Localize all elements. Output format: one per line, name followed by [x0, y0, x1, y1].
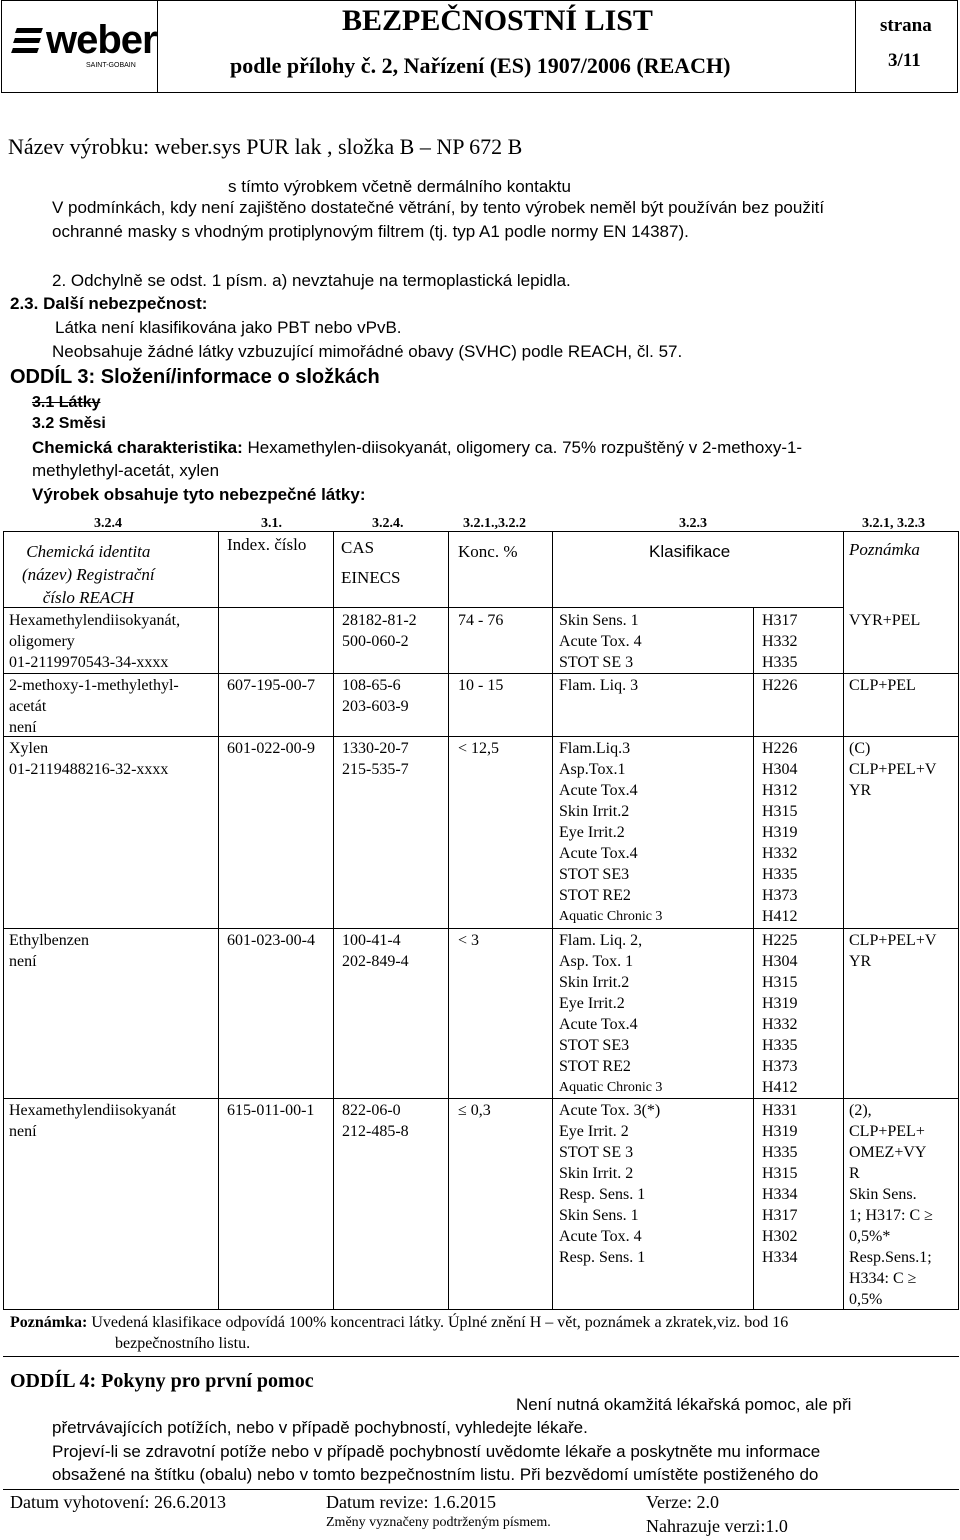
table-header-identity: Chemická identita (název) Registrační číslo REACH — [22, 542, 155, 607]
product-name: Název výrobku: weber.sys PUR lak , složka B – NP 672 B — [8, 134, 523, 159]
table-line — [753, 607, 754, 1309]
table-cell-identity: Hexamethylendiisokyanát není — [9, 1102, 177, 1140]
table-ref: 3.2.1, 3.2.3 — [862, 516, 925, 531]
intro-line: V podmínkách, kdy není zajištěno dostatečné větrání, by tento výrobek neměl být používán bez použití — [52, 198, 825, 217]
chemical-characteristic — [32, 437, 802, 458]
table-cell-identity: Hexamethylendiisokyanát, oligomery 01-2119970543-34-xxxx — [9, 612, 181, 671]
table-line — [958, 531, 959, 1309]
replaces-version: Nahrazuje verzi:1.0 — [646, 1516, 788, 1536]
table-header-cas: CAS EINECS — [341, 538, 401, 587]
table-cell-index: 607-195-00-7 — [227, 677, 315, 694]
table-ref: 3.1. — [261, 516, 282, 531]
table-cell-classification: Flam. Liq. 3 — [559, 677, 639, 694]
table-cell-classification: Flam. Liq. 2, Asp. Tox. 1 Skin Irrit.2 Eye Irrit.2 Acute Tox.4 STOT SE3 STOT RE2 — [559, 932, 643, 1075]
page-label: strana — [880, 15, 932, 36]
table-line — [3, 1309, 959, 1310]
table-cell-note: (C) CLP+PEL+V YR — [849, 740, 937, 799]
table-line — [552, 531, 553, 1309]
table-cell-hazard-statements: H317 H332 H335 — [762, 612, 798, 671]
table-line — [3, 531, 4, 1309]
logo-subtext: SAINT-GOBAIN — [86, 62, 136, 69]
section-3-heading: ODDÍL 3: Složení/informace o složkách — [10, 366, 380, 388]
table-cell-cas: 100-41-4 202-849-4 — [342, 932, 409, 970]
table-line — [3, 1098, 959, 1099]
table-cell-identity: 2-methoxy-1-methylethyl- acetát není — [9, 677, 179, 736]
table-header-index: Index. číslo — [227, 535, 307, 554]
table-header-classification: Klasifikace — [649, 542, 731, 561]
table-footnote — [10, 1312, 788, 1333]
table-cell-concentration: < 12,5 — [458, 740, 500, 757]
table-cell-note: VYR+PEL — [849, 612, 921, 629]
table-cell-concentration: 10 - 15 — [458, 677, 504, 694]
mixtures-heading: 3.2 Směsi — [32, 415, 106, 432]
table-header-concentration: Konc. % — [458, 542, 518, 561]
header-divider — [855, 0, 856, 93]
table-cell-note: CLP+PEL+V YR — [849, 932, 937, 970]
table-cell-cas: 1330-20-7 215-535-7 — [342, 740, 409, 778]
table-cell-classification: Skin Sens. 1 Acute Tox. 4 STOT SE 3 — [559, 612, 642, 671]
table-header-note: Poznámka — [849, 540, 920, 559]
section-2-3-heading: 2.3. Další nebezpečnost: — [10, 294, 208, 313]
section-4-text: obsažené na štítku (obalu) nebo v tomto bezpečnostním listu. Při bezvědomí umístěte postiženého do — [52, 1465, 819, 1484]
table-footnote-label: Poznámka: — [10, 1314, 88, 1331]
document-title: BEZPEČNOSTNÍ LIST — [342, 4, 653, 37]
table-cell-hazard-statements: H225 H304 H315 H319 H332 H335 H373 H412 — [762, 932, 798, 1096]
table-cell-hazard-statements: H331 H319 H335 H315 H334 H317 H302 H334 — [762, 1102, 798, 1266]
table-ref: 3.2.3 — [679, 516, 707, 531]
chemical-characteristic-text: Hexamethylen-diisokyanát, oligomery ca. 75% rozpuštěný v 2-methoxy-1- — [242, 438, 803, 457]
table-cell-hazard-statements: H226 H304 H312 H315 H319 H332 H335 H373 H412 — [762, 740, 798, 925]
substances-heading: 3.1 Látky — [32, 394, 101, 411]
table-cell-hazard-statements: H226 — [762, 677, 798, 694]
table-line — [3, 673, 959, 674]
section-4-text: Není nutná okamžitá lékařská pomoc, ale při — [516, 1395, 852, 1414]
date-revised: Datum revize: 1.6.2015 — [326, 1492, 496, 1512]
table-cell-cas: 108-65-6 203-603-9 — [342, 677, 409, 715]
weber-logo — [8, 18, 157, 74]
hazardous-substances-heading: Výrobek obsahuje tyto nebezpečné látky: — [32, 485, 366, 504]
table-cell-cas: 28182-81-2 500-060-2 — [342, 612, 417, 650]
table-line — [3, 531, 959, 532]
logo-mark-icon — [12, 28, 42, 54]
changes-note: Změny vyznačeny podtrženým písmem. — [326, 1515, 551, 1530]
intro-line: ochranné masky s vhodným protiplynovým filtrem (tj. typ A1 podle normy EN 14387). — [52, 222, 689, 241]
header-divider — [157, 0, 158, 93]
table-footnote-text: bezpečnostního listu. — [115, 1335, 251, 1352]
table-cell-concentration: 74 - 76 — [458, 612, 504, 629]
table-cell-index: 601-022-00-9 — [227, 740, 315, 757]
table-cell-classification: Acute Tox. 3(*) Eye Irrit. 2 STOT SE 3 Skin Irrit. 2 Resp. Sens. 1 Skin Sens. 1 Acute Tox. 4 Resp. Sens. 1 — [559, 1102, 661, 1266]
intro-line: 2. Odchylně se odst. 1 písm. a) nevztahuje na termoplastická lepidla. — [52, 271, 571, 290]
table-line — [333, 531, 334, 1309]
table-cell-classification: Aquatic Chronic 3 — [559, 1080, 663, 1095]
page-number: 3/11 — [888, 50, 921, 71]
table-cell-note: (2), CLP+PEL+ OMEZ+VY R Skin Sens. 1; H317: C ≥ 0,5%* Resp.Sens.1; H334: C ≥ 0,5% — [849, 1102, 933, 1308]
chemical-characteristic-label: Chemická charakteristika: — [32, 438, 243, 457]
table-cell-classification: Flam.Liq.3 Asp.Tox.1 Acute Tox.4 Skin Irrit.2 Eye Irrit.2 Acute Tox.4 STOT SE3 STOT RE2 — [559, 740, 638, 904]
table-line — [448, 531, 449, 1309]
date-created: Datum vyhotovení: 26.6.2013 — [10, 1492, 226, 1512]
section-2-3-text: Látka není klasifikována jako PBT nebo vPvB. — [55, 318, 402, 337]
section-4-heading: ODDÍL 4: Pokyny pro první pomoc — [10, 1370, 314, 1392]
table-cell-index: 601-023-00-4 — [227, 932, 315, 949]
document-subtitle: podle přílohy č. 2, Nařízení (ES) 1907/2006 (REACH) — [230, 53, 731, 78]
table-ref: 3.2.4. — [372, 516, 404, 531]
table-cell-classification: Aquatic Chronic 3 — [559, 909, 663, 924]
table-cell-concentration: ≤ 0,3 — [458, 1102, 491, 1119]
table-cell-cas: 822-06-0 212-485-8 — [342, 1102, 409, 1140]
table-cell-concentration: < 3 — [458, 932, 480, 949]
table-cell-index: 615-011-00-1 — [227, 1102, 315, 1119]
section-2-3-text: Neobsahuje žádné látky vzbuzující mimořádné obavy (SVHC) podle REACH, čl. 57. — [52, 342, 683, 361]
section-4-text: přetrvávajících potížích, nebo v případě pochybností, vyhledejte lékaře. — [52, 1418, 588, 1437]
intro-line: s tímto výrobkem včetně dermálního kontaktu — [228, 177, 571, 196]
table-cell-identity: Xylen 01-2119488216-32-xxxx — [9, 740, 169, 778]
chemical-characteristic-text: methylethyl-acetát, xylen — [32, 461, 220, 480]
section-4-text: Projeví-li se zdravotní potíže nebo v případě pochybností uvědomte lékaře a poskytněte mu informace — [52, 1442, 821, 1461]
table-line — [3, 928, 959, 929]
footer-divider — [3, 1489, 959, 1490]
table-ref: 3.2.1.,3.2.2 — [463, 516, 526, 531]
table-ref: 3.2.4 — [94, 516, 122, 531]
table-cell-note: CLP+PEL — [849, 677, 916, 694]
table-cell-identity: Ethylbenzen není — [9, 932, 89, 970]
version: Verze: 2.0 — [646, 1492, 719, 1512]
section-divider — [3, 1356, 959, 1357]
logo-text: weber — [46, 18, 157, 62]
table-footnote-text: Uvedená klasifikace odpovídá 100% koncentraci látky. Úplné znění H – vět, poznámek a zkratek,viz. bod 16 — [87, 1314, 789, 1331]
table-line — [218, 531, 219, 1309]
table-line — [843, 531, 844, 1309]
